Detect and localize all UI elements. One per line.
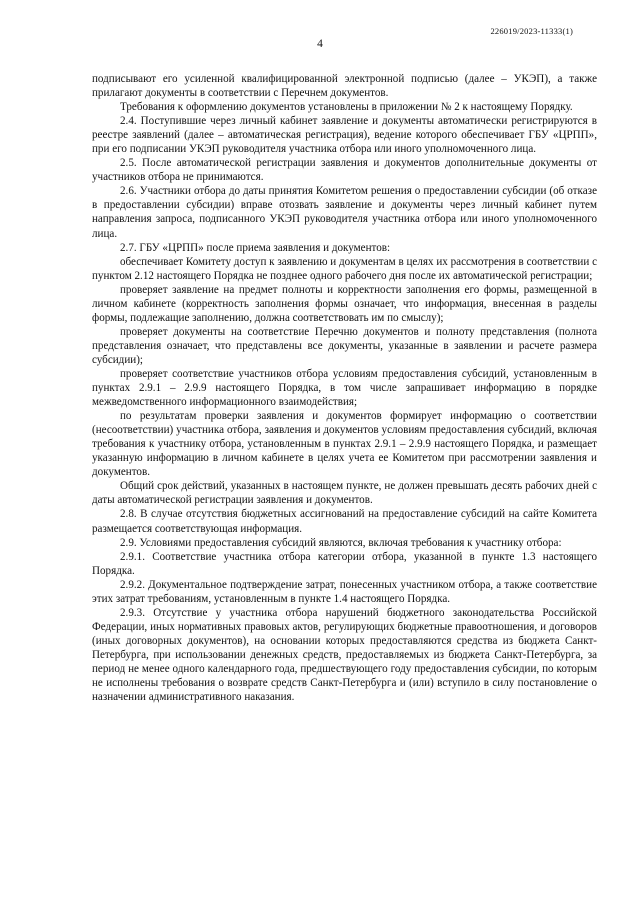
paragraph-2-7-check-form: проверяет заявление на предмет полноты и корректности заполнения его формы, размещенной в личном кабинете (корректность заполнения формы означает, что информация, внесенная в разделы формы, подлежащие заполнению, должна соответствовать им по смыслу); bbox=[92, 283, 597, 324]
paragraph-2-6: 2.6. Участники отбора до даты принятия Комитетом решения о предоставлении субсидии (об отказе в предоставлении субсидии) вправе отозвать заявление и документы через личный кабинет путем направления запроса, подписанного УКЭП руководителя участника отбора или иного уполномоченного лица. bbox=[92, 185, 597, 240]
paragraph-2-7-check-conditions: проверяет соответствие участников отбора условиям предоставления субсидий, установленным в пунктах 2.9.1 – 2.9.9 настоящего Порядка, в том числе запрашивает информацию в порядке межведомственного информационного взаимодействия; bbox=[92, 367, 597, 409]
paragraph-2-7-check-documents: проверяет документы на соответствие Перечню документов и полноту представления (полнота представления означает, что представлены все документы, указанные в заявлении и расчете размера субсидии); bbox=[92, 325, 597, 366]
paragraph-2-9-1: 2.9.1. Соответствие участника отбора категории отбора, указанной в пункте 1.3 настоящего Порядка. bbox=[92, 550, 597, 577]
paragraph-2-4: 2.4. Поступившие через личный кабинет заявление и документы автоматически регистрируются в реестре заявлений (далее – автоматическая регистрация), ведение которого обеспечивает ГБУ «ЦРПП», при его подписании УКЭП руководителя участника отбора или иного уполномоченного лица. bbox=[92, 115, 597, 156]
paragraph-2-7: 2.7. ГБУ «ЦРПП» после приема заявления и документов: bbox=[120, 241, 391, 254]
paragraph-2-9-2: 2.9.2. Документальное подтверждение затрат, понесенных участником отбора, а также соответствие этих затрат требованиям, установленным в пункте 1.4 настоящего Порядка. bbox=[92, 578, 597, 605]
document-body bbox=[92, 72, 597, 704]
paragraph-requirements: Требования к оформлению документов установлены в приложении № 2 к настоящему Порядку. bbox=[120, 101, 573, 114]
document-registration-number: 226019/2023-11333(1) bbox=[490, 26, 573, 36]
paragraph-2-5: 2.5. После автоматической регистрации заявления и документов дополнительные документы от участников отбора не принимаются. bbox=[92, 157, 597, 184]
paragraph-2-7-term: Общий срок действий, указанных в настоящем пункте, не должен превышать десять рабочих дней с даты автоматической регистрации заявления и документов. bbox=[92, 480, 597, 507]
paragraph-2-9-3: 2.9.3. Отсутствие у участника отбора нарушений бюджетного законодательства Российской Федерации, иных нормативных правовых актов, регулирующих бюджетные правоотношения, и договоров (иных договорных документов), на основании которых предоставляются средства из бюджета Санкт-Петербурга, при использовании денежных средств, предоставляемых из бюджета Санкт-Петербурга, за период не менее одного календарного года, предшествующего году предоставления субсидии, по которым не исполнены требования о возврате средств Санкт-Петербурга и (или) вступило в силу постановление о назначении административного наказания. bbox=[92, 606, 597, 704]
paragraph-2-7-results: по результатам проверки заявления и документов формирует информацию о соответствии (несоответствии) участника отбора, заявления и документов условиям предоставления субсидий, включая требования к участнику отбора, установленным в пунктах 2.9.1 – 2.9.9 настоящего Порядка, и размещает указанную информацию в личном кабинете в целях учета ее Комитетом при рассмотрении заявления и документов. bbox=[92, 410, 597, 479]
paragraph-continuation: подписывают его усиленной квалифицированной электронной подписью (далее – УКЭП), а также прилагают документы в соответствии с Перечнем документов. bbox=[92, 73, 597, 100]
paragraph-2-7-access: обеспечивает Комитету доступ к заявлению и документам в целях их рассмотрения в соответствии с пунктом 2.12 настоящего Порядка не позднее одного рабочего дня после их автоматической регистрации; bbox=[92, 255, 597, 282]
paragraph-2-8: 2.8. В случае отсутствия бюджетных ассигнований на предоставление субсидий на сайте Комитета размещается соответствующая информация. bbox=[92, 508, 597, 535]
page-number: 4 bbox=[317, 38, 323, 50]
paragraph-2-9: 2.9. Условиями предоставления субсидий являются, включая требования к участнику отбора: bbox=[120, 536, 562, 549]
